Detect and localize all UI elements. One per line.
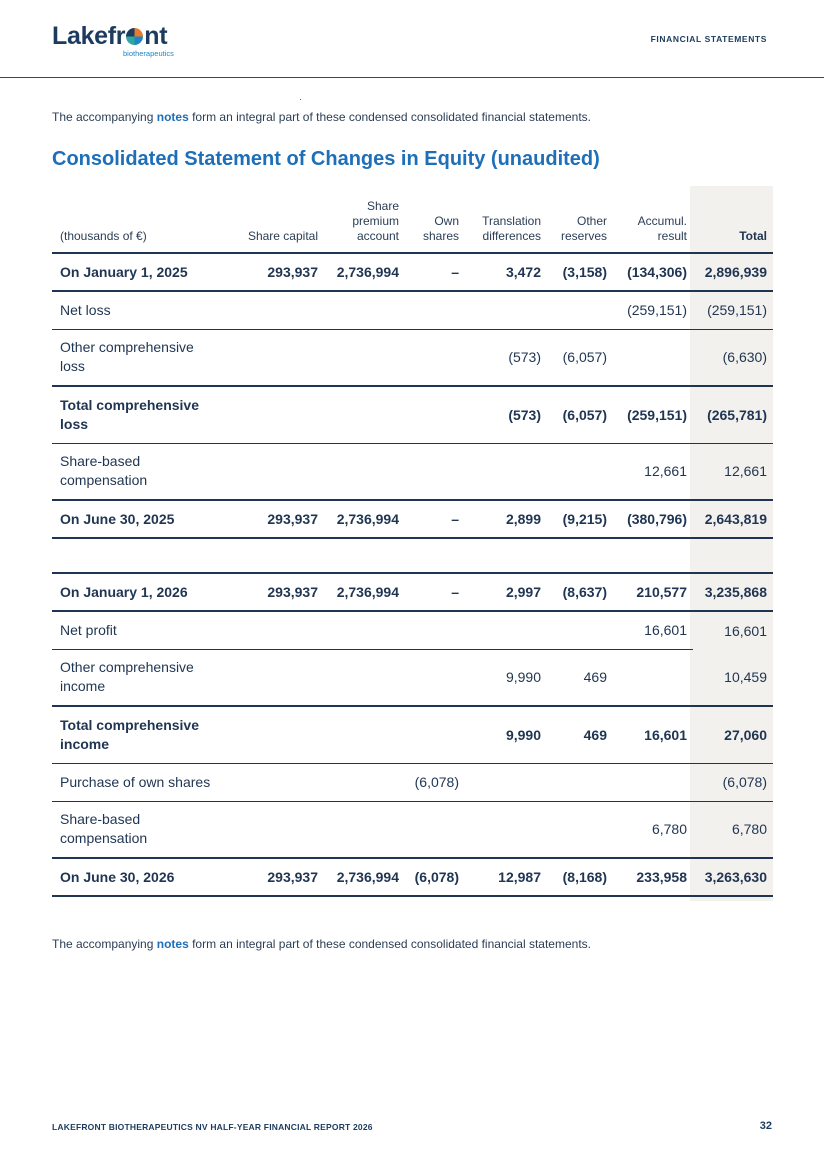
cell-accumulated-result: (380,796) [613,500,693,538]
cell-accumulated-result: 16,601 [613,706,693,763]
logo-word-end: nt [144,22,168,50]
row-label: Purchase of own shares [52,763,228,801]
cell-other-reserves: (9,215) [547,500,613,538]
cell-translation-differences: 2,997 [465,573,547,611]
cell-share-capital: 293,937 [228,858,324,896]
cell-share-capital [228,706,324,763]
cell-accumulated-result: 210,577 [613,573,693,611]
cell-accumulated-result: 233,958 [613,858,693,896]
cell-share-premium [324,649,405,706]
cell-other-reserves [547,801,613,858]
cell-translation-differences [465,611,547,649]
cell-total: 16,601 [724,622,767,639]
cell-other-reserves: (8,637) [547,573,613,611]
cell-accumulated-result [613,329,693,386]
cell-translation-differences [465,291,547,329]
col-header-share-premium: Share premium account [324,186,405,253]
cell-share-premium [324,763,405,801]
cell-translation-differences: 9,990 [465,649,547,706]
cell-own-shares [405,386,465,443]
row-label: Other comprehensive income [52,649,228,706]
company-logo [52,22,192,62]
row-label: On January 1, 2026 [52,573,228,611]
table-row [52,253,773,291]
cell-share-premium: 2,736,994 [324,858,405,896]
row-label: Net profit [52,611,228,649]
cell-total: (259,151) [693,291,773,329]
cell-share-premium [324,611,405,649]
note-prefix: The accompanying [52,110,157,124]
notes-reference-top [52,110,591,124]
cell-own-shares: – [405,573,465,611]
col-header-share-capital: Share capital [228,186,324,253]
cell-share-premium [324,386,405,443]
page-title: Consolidated Statement of Changes in Equity (unaudited) [52,148,600,170]
cell-total: (6,630) [693,329,773,386]
cell-share-premium [324,291,405,329]
cell-own-shares [405,706,465,763]
cell-share-capital [228,801,324,858]
table-row [52,500,773,538]
row-label: On June 30, 2025 [52,500,228,538]
header-divider [0,77,824,78]
col-header-other-reserves: Other reserves [547,186,613,253]
table-row [52,443,773,500]
note-suffix: form an integral part of these condensed consolidated financial statements. [188,110,591,124]
cell-accumulated-result: (259,151) [613,291,693,329]
cell-share-capital: 293,937 [228,573,324,611]
logo-circle-icon [126,28,143,45]
cell-own-shares [405,329,465,386]
cell-total: (6,078) [693,763,773,801]
cell-share-capital [228,291,324,329]
cell-share-premium [324,329,405,386]
cell-translation-differences [465,801,547,858]
footer-report-title: LAKEFRONT BIOTHERAPEUTICS NV HALF-YEAR FINANCIAL REPORT 2026 [52,1122,373,1132]
table-row [52,329,773,386]
cell-total: 6,780 [693,801,773,858]
logo-word-start: Lakefr [52,22,126,50]
cell-own-shares [405,801,465,858]
row-label: Share-based compensation [52,443,228,500]
cell-other-reserves: 469 [547,706,613,763]
cell-total: 3,263,630 [693,858,773,896]
col-header-label: (thousands of €) [52,186,228,253]
cell-share-capital [228,329,324,386]
cell-total: 12,661 [693,443,773,500]
cell-total: 2,643,819 [693,500,773,538]
cell-translation-differences: 12,987 [465,858,547,896]
col-header-total: Total [693,186,773,253]
cell-other-reserves: 469 [547,649,613,706]
cell-own-shares: (6,078) [405,763,465,801]
row-label: On January 1, 2025 [52,253,228,291]
table-row [52,611,773,649]
cell-translation-differences [465,443,547,500]
cell-total: 3,235,868 [693,573,773,611]
cell-translation-differences: (573) [465,329,547,386]
cell-share-capital [228,443,324,500]
cell-translation-differences: 3,472 [465,253,547,291]
cell-other-reserves [547,291,613,329]
row-label: Net loss [52,291,228,329]
col-header-translation-differences: Translation differences [465,186,547,253]
cell-share-capital [228,386,324,443]
table-row [52,291,773,329]
cell-total: (265,781) [693,386,773,443]
cell-share-premium [324,801,405,858]
equity-table [52,186,773,897]
cell-other-reserves [547,763,613,801]
notes-link[interactable]: notes [156,937,189,951]
logo-subtitle: biotherapeutics [123,49,174,58]
cell-own-shares [405,611,465,649]
row-label: Other comprehensive loss [52,329,228,386]
cell-share-premium [324,443,405,500]
table-row [52,649,773,706]
row-label: On June 30, 2026 [52,858,228,896]
stray-dot [300,99,301,100]
table-row [52,801,773,858]
cell-translation-differences [465,763,547,801]
page-number: 32 [759,1120,772,1132]
cell-total: 27,060 [693,706,773,763]
cell-own-shares [405,443,465,500]
cell-own-shares: – [405,500,465,538]
cell-accumulated-result [613,649,693,706]
row-label: Total comprehensive loss [52,386,228,443]
note-prefix: The accompanying [52,937,157,951]
cell-accumulated-result: 12,661 [613,443,693,500]
table-header-row [52,186,773,253]
cell-share-capital [228,763,324,801]
cell-own-shares [405,649,465,706]
section-label: FINANCIAL STATEMENTS [650,34,767,44]
cell-other-reserves: (8,168) [547,858,613,896]
cell-share-capital: 293,937 [228,500,324,538]
cell-share-capital [228,649,324,706]
cell-share-capital: 293,937 [228,253,324,291]
cell-other-reserves: (3,158) [547,253,613,291]
cell-other-reserves: (6,057) [547,386,613,443]
table-spacer-row [52,538,773,573]
cell-accumulated-result: (259,151) [613,386,693,443]
cell-total: 2,896,939 [693,253,773,291]
cell-own-shares: (6,078) [405,858,465,896]
cell-accumulated-result: 6,780 [613,801,693,858]
cell-share-premium: 2,736,994 [324,573,405,611]
cell-other-reserves [547,611,613,649]
table-row [52,858,773,896]
cell-share-premium [324,706,405,763]
notes-link[interactable]: notes [156,110,189,124]
cell-other-reserves: (6,057) [547,329,613,386]
cell-translation-differences: 2,899 [465,500,547,538]
cell-accumulated-result [613,763,693,801]
table-row [52,573,773,611]
table-row [52,763,773,801]
notes-reference-bottom [52,937,591,951]
cell-accumulated-result: 16,601 [613,611,693,649]
col-header-own-shares: Own shares [405,186,465,253]
cell-share-premium: 2,736,994 [324,253,405,291]
cell-share-premium: 2,736,994 [324,500,405,538]
row-label: Share-based compensation [52,801,228,858]
cell-accumulated-result: (134,306) [613,253,693,291]
logo-wordmark [52,22,167,51]
cell-share-capital [228,611,324,649]
table-row [52,706,773,763]
cell-total: 10,459 [693,649,773,706]
note-suffix: form an integral part of these condensed consolidated financial statements. [188,937,591,951]
table-row [52,386,773,443]
cell-other-reserves [547,443,613,500]
cell-own-shares: – [405,253,465,291]
col-header-accumulated-result: Accumul. result [613,186,693,253]
cell-own-shares [405,291,465,329]
cell-translation-differences: (573) [465,386,547,443]
cell-translation-differences: 9,990 [465,706,547,763]
row-label: Total comprehensive income [52,706,228,763]
